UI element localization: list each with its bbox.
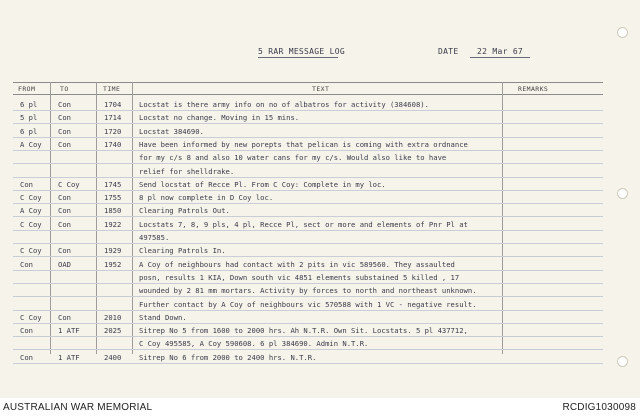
- date-underline: [470, 57, 530, 58]
- header-to: TO: [60, 85, 69, 93]
- table-row: [0, 352, 640, 363]
- row-from: A Coy: [20, 139, 42, 149]
- row-text: relief for shelldrake.: [139, 166, 235, 176]
- header-bottom-rule: [13, 94, 603, 95]
- row-rule: [13, 363, 603, 364]
- row-rule: [13, 283, 603, 284]
- row-time: 1745: [104, 179, 122, 189]
- table-row: [0, 325, 640, 336]
- table-row: [0, 179, 640, 190]
- row-time: 1740: [104, 139, 122, 149]
- row-text: wounded by 2 81 mm mortars. Activity by forces to north and northeast unknown.: [139, 286, 477, 296]
- row-from: C Coy: [20, 193, 42, 203]
- title-underline: [258, 57, 338, 58]
- row-rule: [13, 110, 603, 111]
- row-time: 1720: [104, 126, 122, 136]
- row-time: 1850: [104, 206, 122, 216]
- row-text: A Coy of neighbours had contact with 2 pits in vic 589560. They assaulted: [139, 259, 455, 269]
- footer-institution: AUSTRALIAN WAR MEMORIAL: [3, 402, 153, 413]
- row-time: 1704: [104, 100, 122, 109]
- row-text: posn, results 1 KIA, Down south vic 4851 elements substained 5 killed , 17: [139, 272, 460, 282]
- row-rule: [13, 349, 603, 350]
- row-rule: [13, 243, 603, 244]
- row-text: 8 pl now complete in D Coy loc.: [139, 193, 274, 203]
- table-row: [0, 259, 640, 270]
- date-label: DATE: [438, 47, 459, 56]
- row-rule: [13, 310, 603, 311]
- header-remarks: REMARKS: [518, 85, 549, 93]
- row-to: 1 ATF: [58, 326, 80, 336]
- row-text: Locstat is there army info on no of albatros for activity (384608).: [139, 100, 429, 109]
- table-row: [0, 272, 640, 283]
- row-rule: [13, 123, 603, 124]
- row-rule: [13, 256, 603, 257]
- table-row: [0, 139, 640, 150]
- row-to: Con: [58, 206, 71, 216]
- row-text: Sitrep No 5 from 1600 to 2000 hrs. Ah N.T.R. Own Sit. Locstats. 5 pl 437712,: [139, 326, 468, 336]
- row-from: 5 pl: [20, 113, 38, 123]
- table-row: [0, 219, 640, 230]
- date-value: 22 Mar 67: [477, 47, 524, 56]
- row-from: Con: [20, 179, 33, 189]
- row-to: Con: [58, 126, 71, 136]
- row-to: C Coy: [58, 179, 80, 189]
- row-time: 1922: [104, 219, 122, 229]
- row-rule: [13, 163, 603, 164]
- row-from: 6 pl: [20, 100, 38, 109]
- row-rule: [13, 323, 603, 324]
- footer-reference: RCDIG1030098: [562, 402, 636, 413]
- row-to: Con: [58, 113, 71, 123]
- table-row: [0, 338, 640, 349]
- row-to: Con: [58, 193, 71, 203]
- table-row: [0, 245, 640, 256]
- row-from: C Coy: [20, 246, 42, 256]
- row-time: 1952: [104, 259, 122, 269]
- row-text: Locstat 384690.: [139, 126, 204, 136]
- row-time: 1929: [104, 246, 122, 256]
- table-row: [0, 112, 640, 123]
- row-text: C Coy 495585, A Coy 590608. 6 pl 384690. Admin N.T.R.: [139, 339, 369, 349]
- footer-bar: [0, 398, 640, 416]
- row-to: Con: [58, 312, 71, 322]
- table-row: [0, 192, 640, 203]
- row-from: Con: [20, 326, 33, 336]
- row-from: C Coy: [20, 312, 42, 322]
- row-time: 2025: [104, 326, 122, 336]
- row-text: Clearing Patrols In.: [139, 246, 226, 256]
- row-to: Con: [58, 100, 71, 109]
- row-text: Have been informed by new porepts that pelican is coming with extra ordnance: [139, 139, 468, 149]
- row-time: 2010: [104, 312, 122, 322]
- table-row: [0, 152, 640, 163]
- table-row: [0, 285, 640, 296]
- row-to: Con: [58, 246, 71, 256]
- row-rule: [13, 137, 603, 138]
- table-row: [0, 126, 640, 137]
- row-from: Con: [20, 352, 33, 362]
- row-time: 2400: [104, 352, 122, 362]
- row-rule: [13, 336, 603, 337]
- table-row: [0, 312, 640, 323]
- table-row: [0, 166, 640, 177]
- table-row: [0, 232, 640, 243]
- table-row: [0, 205, 640, 216]
- row-time: 1755: [104, 193, 122, 203]
- table-row: [0, 299, 640, 310]
- table-row: [0, 99, 640, 110]
- header-time: TIME: [103, 85, 121, 93]
- row-rule: [13, 177, 603, 178]
- punch-hole: [617, 27, 628, 38]
- header-from: FROM: [18, 85, 36, 93]
- row-text: Further contact by A Coy of neighbours vic 570588 with 1 VC - negative result.: [139, 299, 477, 309]
- row-from: C Coy: [20, 219, 42, 229]
- log-title: 5 RAR MESSAGE LOG: [258, 47, 345, 56]
- row-rule: [13, 216, 603, 217]
- row-to: 1 ATF: [58, 352, 80, 362]
- row-to: Con: [58, 139, 71, 149]
- row-rule: [13, 230, 603, 231]
- row-rule: [13, 150, 603, 151]
- row-to: OAD: [58, 259, 71, 269]
- row-rule: [13, 203, 603, 204]
- row-from: A Coy: [20, 206, 42, 216]
- row-to: Con: [58, 219, 71, 229]
- row-rule: [13, 270, 603, 271]
- row-from: Con: [20, 259, 33, 269]
- row-text: Clearing Patrols Out.: [139, 206, 230, 216]
- row-time: 1714: [104, 113, 122, 123]
- row-from: 6 pl: [20, 126, 38, 136]
- row-text: for my c/s 8 and also 10 water cans for my c/s. Would also like to have: [139, 153, 447, 163]
- row-text: 497585.: [139, 233, 170, 242]
- row-text: Locstat no change. Moving in 15 mins.: [139, 113, 300, 123]
- header-top-rule: [13, 82, 603, 83]
- row-text: Sitrep No 6 from 2000 to 2400 hrs. N.T.R.: [139, 352, 317, 362]
- row-text: Stand Down.: [139, 312, 187, 322]
- row-text: Send locstat of Recce Pl. From C Coy: Complete in my loc.: [139, 179, 386, 189]
- row-rule: [13, 190, 603, 191]
- row-rule: [13, 296, 603, 297]
- row-text: Locstats 7, 8, 9 pls, 4 pl, Recce Pl, sect or more and elements of Pnr Pl at: [139, 219, 468, 229]
- header-text: TEXT: [312, 85, 330, 93]
